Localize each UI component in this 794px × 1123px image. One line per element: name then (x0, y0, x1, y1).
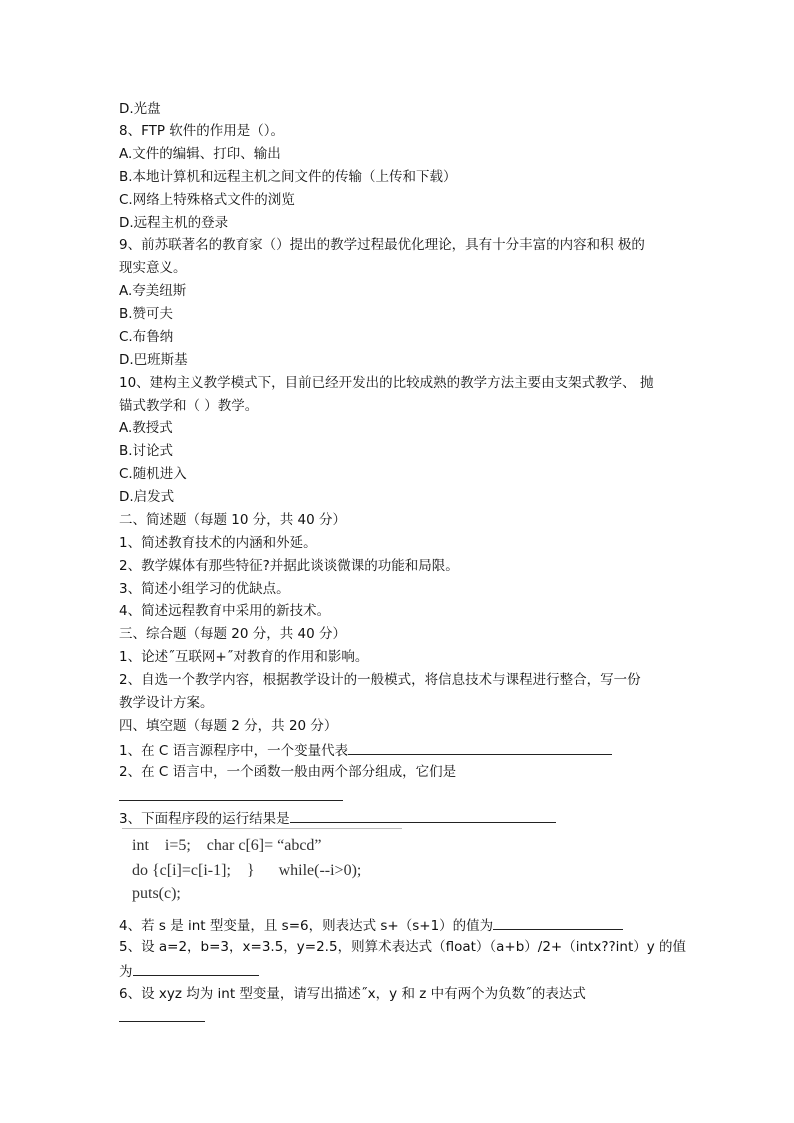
code-top-rule (122, 828, 402, 829)
fill-blank-2: 2、在 C 语言中，一个函数一般由两个部分组成，它们是 (119, 764, 457, 780)
option-c-q9: C.布鲁纳 (119, 329, 174, 345)
option-b-q8: B.本地计算机和远程主机之间文件的传输（上传和下载） (119, 169, 457, 185)
question-10: 10、建构主义教学模式下，目前已经开发出的比较成熟的教学方法主要由支架式教学、 抛 (119, 375, 654, 391)
fill-blank-1-text: 1、在 C 语言源程序中，一个变量代表 (119, 743, 349, 759)
answer-blank (493, 915, 623, 930)
fill-blank-5-cont (119, 961, 259, 981)
essay-2-cont: 教学设计方案。 (119, 695, 214, 711)
answer-blank (119, 1021, 205, 1022)
question-9: 9、前苏联著名的教育家（）提出的教学过程最优化理论，具有十分丰富的内容和积 极的 (119, 237, 645, 253)
fill-blank-1 (119, 740, 612, 760)
option-a-q10: A.教授式 (119, 420, 173, 436)
fill-blank-6: 6、设 xyz 均为 int 型变量，请写出描述˝x，y 和 z 中有两个为负数˝的表达式 (119, 986, 586, 1002)
answer-blank (119, 800, 343, 801)
code-line-3: puts(c); (132, 885, 181, 902)
essay-2: 2、自选一个教学内容，根据教学设计的一般模式，将信息技术与课程进行整合，写一份 (119, 672, 641, 688)
answer-blank (290, 808, 556, 823)
option-a-q9: A.夸美纽斯 (119, 283, 187, 299)
option-b-q10: B.讨论式 (119, 443, 174, 459)
option-d-q7: D.光盘 (119, 101, 161, 117)
option-d-q8: D.远程主机的登录 (119, 215, 229, 231)
answer-blank (133, 961, 259, 976)
fill-blank-3 (119, 808, 556, 828)
short-answer-3: 3、简述小组学习的优缺点。 (119, 581, 290, 597)
option-d-q9: D.巴班斯基 (119, 352, 188, 368)
section-4-heading: 四、填空题（每题 2 分，共 20 分） (119, 718, 338, 734)
essay-1: 1、论述˝互联网+˝对教育的作用和影响。 (119, 649, 369, 665)
short-answer-1: 1、简述教育技术的内涵和外延。 (119, 535, 317, 551)
code-line-1: int i=5; char c[6]= “abcd” (132, 837, 322, 854)
section-2-heading: 二、简述题（每题 10 分，共 40 分） (119, 512, 347, 528)
fill-blank-3-text: 3、下面程序段的运行结果是 (119, 811, 290, 827)
fill-blank-4 (119, 915, 623, 935)
fill-blank-4-text: 4、若 s 是 int 型变量，且 s=6，则表达式 s+（s+1）的值为 (119, 918, 494, 934)
question-8: 8、FTP 软件的作用是（）。 (119, 123, 285, 139)
short-answer-2: 2、教学媒体有那些特征?并据此谈谈微课的功能和局限。 (119, 558, 459, 574)
short-answer-4: 4、简述远程教育中采用的新技术。 (119, 603, 331, 619)
answer-blank (348, 740, 612, 755)
option-a-q8: A.文件的编辑、打印、输出 (119, 146, 281, 162)
option-c-q8: C.网络上特殊格式文件的浏览 (119, 192, 295, 208)
option-c-q10: C.随机进入 (119, 466, 187, 482)
fill-blank-5-cont-text: 为 (119, 964, 133, 980)
question-9-cont: 现实意义。 (119, 260, 187, 276)
question-10-cont: 锚式教学和（ ）教学。 (119, 398, 259, 414)
fill-blank-5: 5、设 a=2，b=3，x=3.5，y=2.5，则算术表达式（float）（a+b）/2+（intx??int）y 的值 (119, 939, 687, 955)
option-d-q10: D.启发式 (119, 489, 175, 505)
option-b-q9: B.赞可夫 (119, 306, 174, 322)
code-line-2: do {c[i]=c[i-1]; } while(--i>0); (132, 862, 362, 879)
code-snippet-image (122, 828, 412, 908)
section-3-heading: 三、综合题（每题 20 分，共 40 分） (119, 626, 347, 642)
